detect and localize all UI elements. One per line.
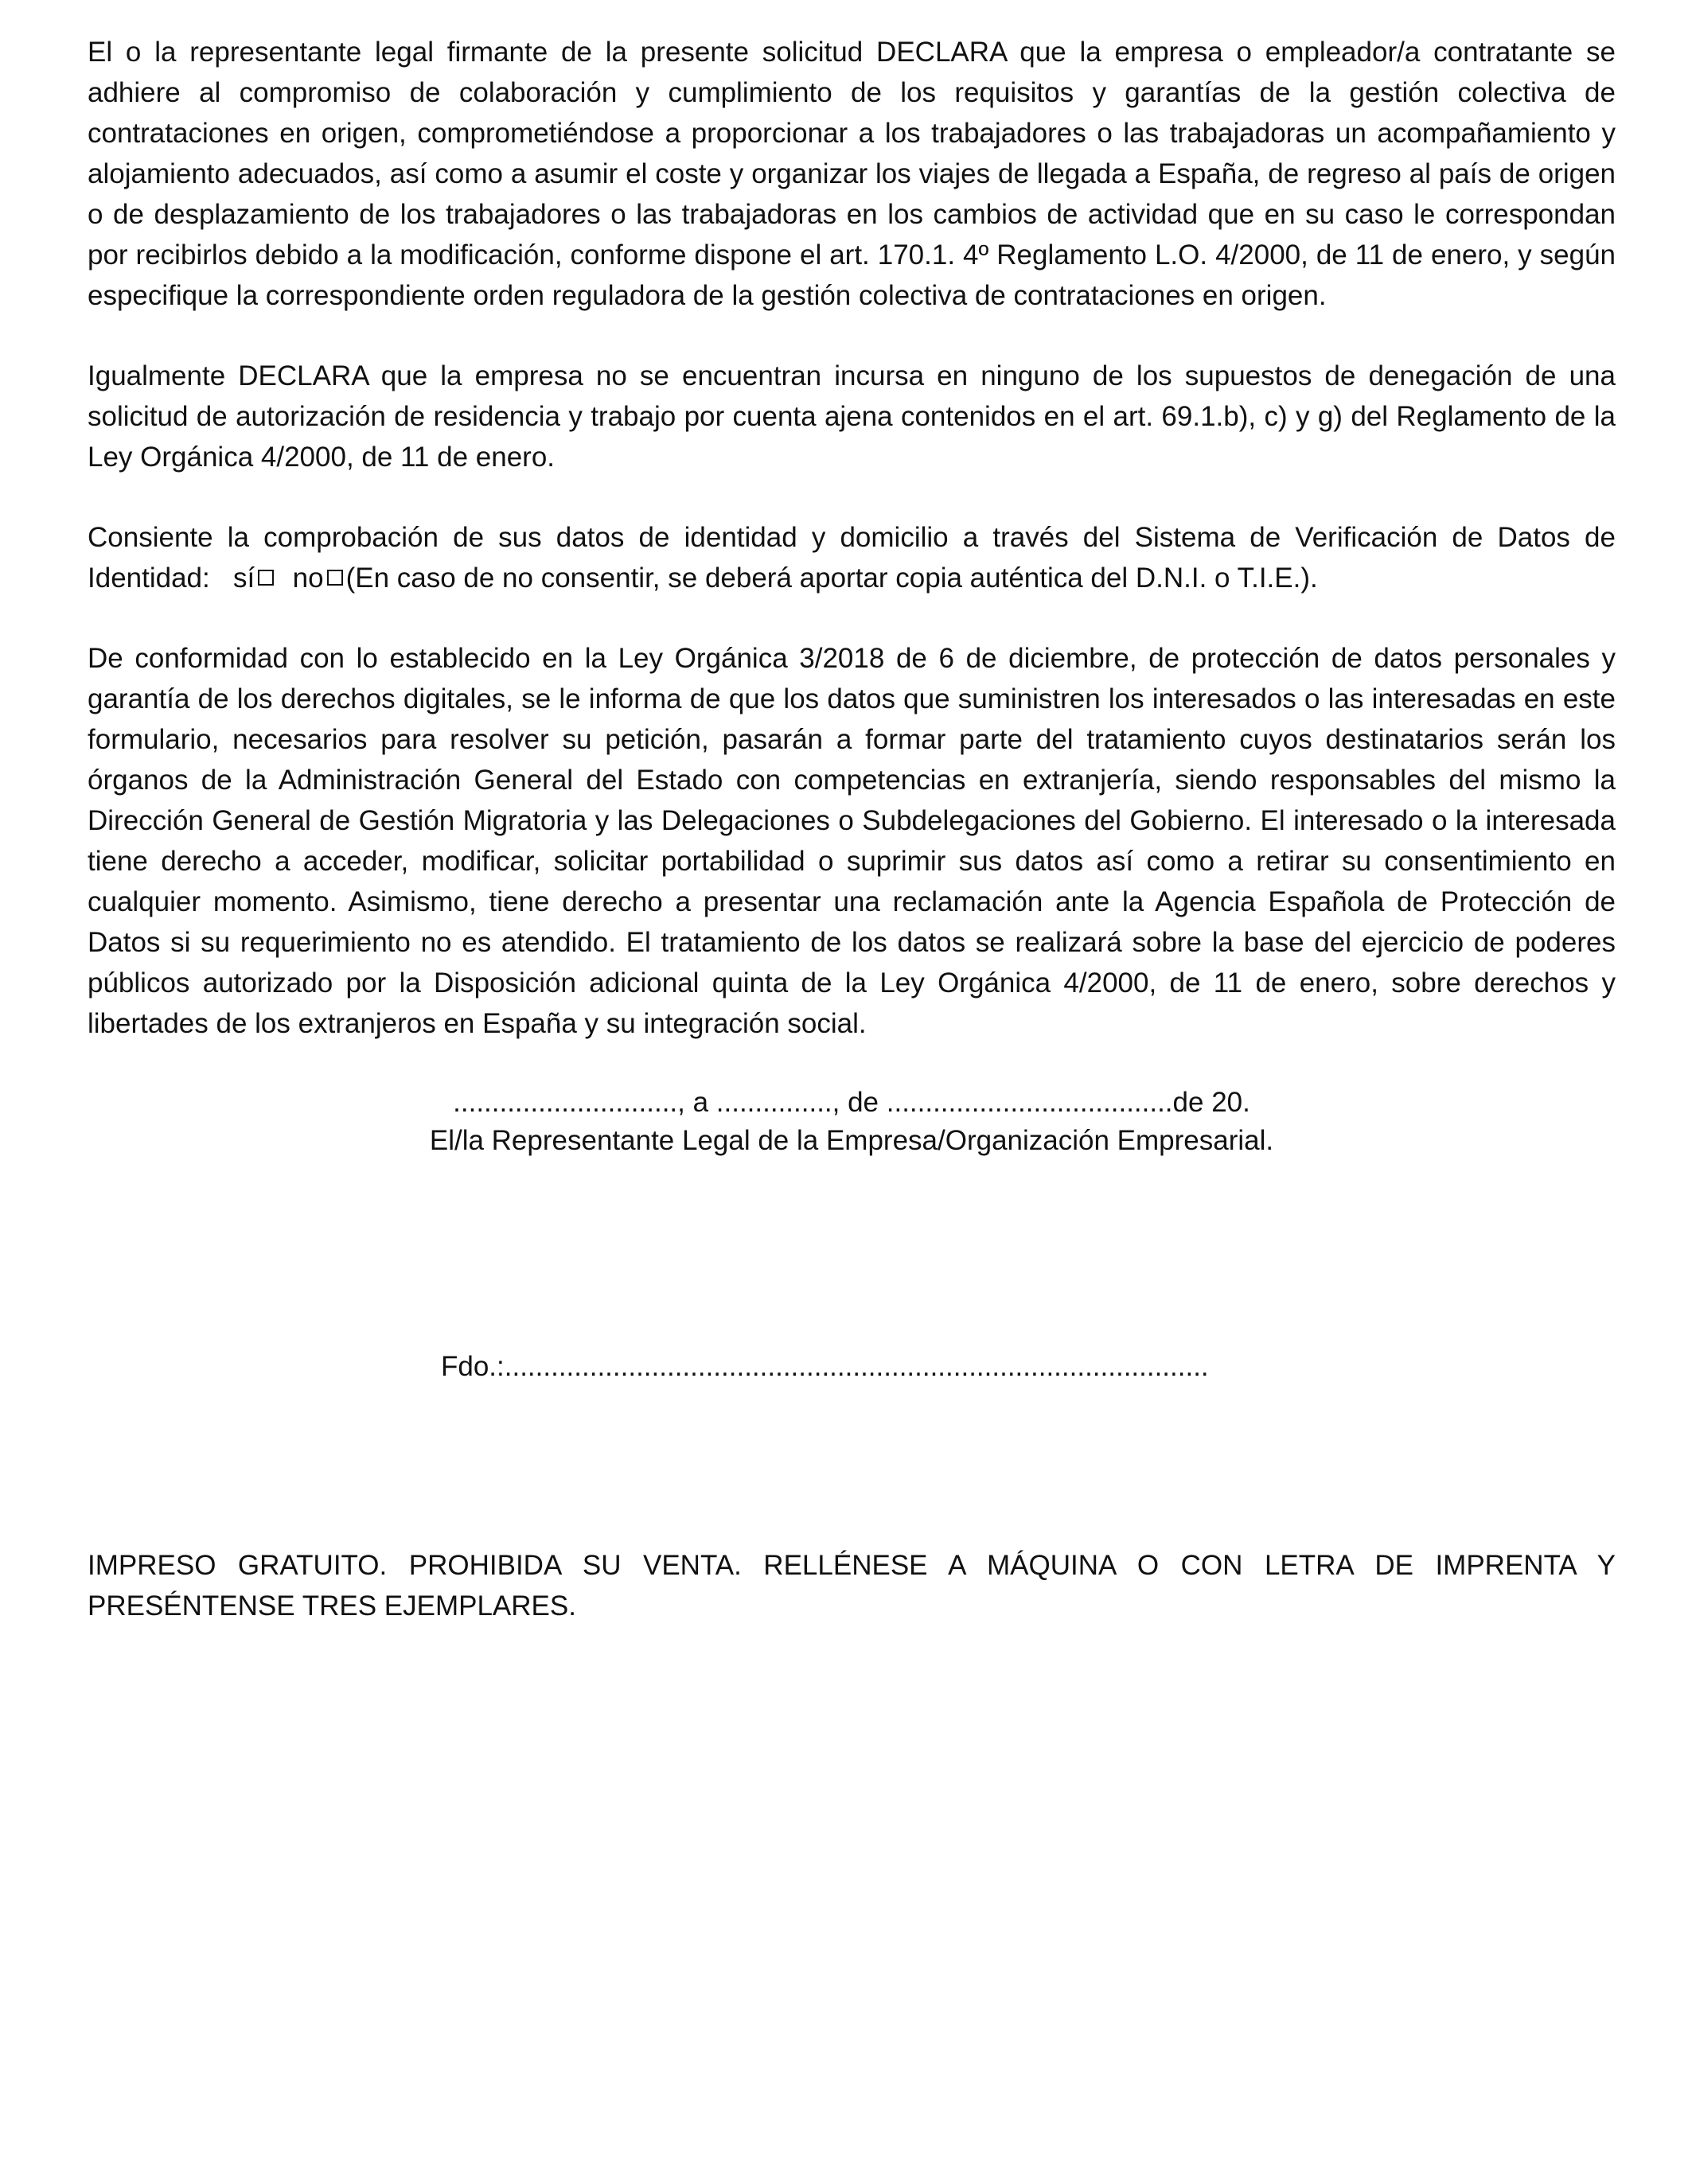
consent-note: (En caso de no consentir, se deberá aportar copia auténtica del D.N.I. o T.I.E.).: [345, 563, 1318, 594]
consent-no-checkbox[interactable]: [327, 570, 343, 586]
exclusion-declaration-paragraph: Igualmente DECLARA que la empresa no se encuentran incursa en ninguno de los supuestos de denegación de una solicitud de autorización de residencia y trabajo por cuenta ajena contenidos en el art. 69.1.b), c) y g) del Reglamento de la Ley Orgánica 4/2000, de 11 de enero.: [88, 360, 1616, 473]
consent-yes-label: sí: [232, 563, 255, 594]
consent-text: Consiente la comprobación de sus datos de identidad y domicilio a través del Sistema de Verificación de Datos de Identidad:: [88, 522, 1616, 594]
consent-paragraph: [88, 517, 1616, 598]
signer-title: El/la Representante Legal de la Empresa/Organización Empresarial.: [429, 1125, 1274, 1156]
footer-notice: IMPRESO GRATUITO. PROHIBIDA SU VENTA. RELLÉNESE A MÁQUINA O CON LETRA DE IMPRENTA Y PRESÉNTENSE TRES EJEMPLARES.: [88, 1550, 1616, 1621]
date-place-line: ............................., a ..............., de .....................................de 20.: [453, 1087, 1250, 1118]
consent-no-label: no: [292, 563, 324, 594]
data-protection-paragraph: De conformidad con lo establecido en la Ley Orgánica 3/2018 de 6 de diciembre, de protección de datos personales y garantía de los derechos digitales, se le informa de que los datos que suministren los interesados o las interesadas en este formulario, necesarios para resolver su petición, pasarán a formar parte del tratamiento cuyos destinatarios serán los órganos de la Administración General del Estado con competencias en extranjería, siendo responsables del mismo la Dirección General de Gestión Migratoria y las Delegaciones o Subdelegaciones del Gobierno. El interesado o la interesada tiene derecho a acceder, modificar, solicitar portabilidad o suprimir sus datos así como a retirar su consentimiento en cualquier momento. Asimismo, tiene derecho a presentar una reclamación ante la Agencia Española de Protección de Datos si su requerimiento no es atendido. El tratamiento de los datos se realizará sobre la base del ejercicio de poderes públicos autorizado por la Disposición adicional quinta de la Ley Orgánica 4/2000, de 11 de enero, sobre derechos y libertades de los extranjeros en España y su integración social.: [88, 643, 1616, 1039]
consent-yes-checkbox[interactable]: [258, 570, 274, 586]
signature-line: Fdo.:...........................................................................................: [441, 1351, 1209, 1382]
declaration-paragraph: El o la representante legal firmante de la presente solicitud DECLARA que la empresa o empleador/a contratante se adhiere al compromiso de colaboración y cumplimiento de los requisitos y garantías de la gestión colectiva de contrataciones en origen, comprometiéndose a proporcionar a los trabajadores o las trabajadoras un acompañamiento y alojamiento adecuados, así como a asumir el coste y organizar los viajes de llegada a España, de regreso al país de origen o de desplazamiento de los trabajadores o las trabajadoras en los cambios de actividad que en su caso le correspondan por recibirlos debido a la modificación, conforme dispone el art. 170.1. 4º Reglamento L.O. 4/2000, de 11 de enero, y según especifique la correspondiente orden reguladora de la gestión colectiva de contrataciones en origen.: [88, 37, 1616, 311]
document-page: [88, 32, 1616, 1654]
